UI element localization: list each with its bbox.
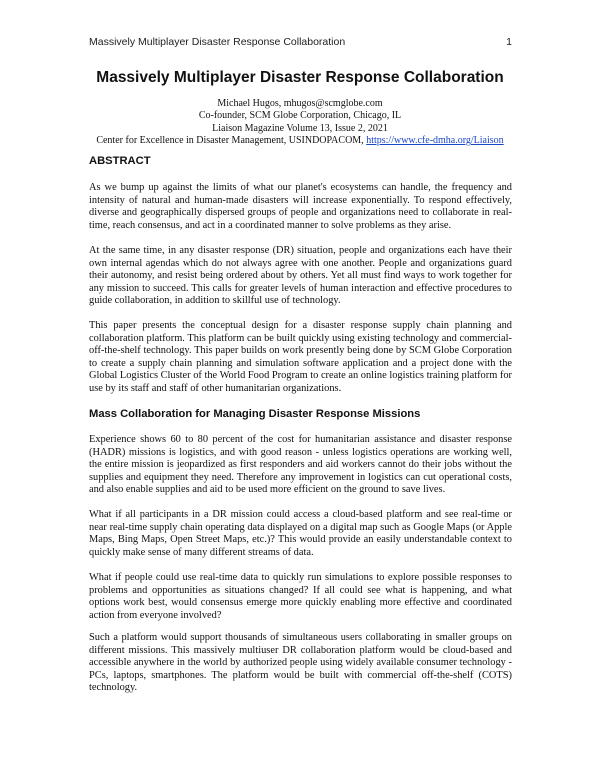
author-line: Michael Hugos, mhugos@scmglobe.com	[217, 98, 383, 109]
body-paragraph-1: Experience shows 60 to 80 percent of the cost for humanitarian assistance and disaster response (HADR) missions is logistics, and with good reason - unless logistics operations are working well, the entire mission is jeopardized as first responders and aid workers cannot do their jobs without the supplies and equipment they need. Therefore any improvement in logistics can cut operational costs, and also enable supplies and aid to be used more efficient on the ground to save lives.	[89, 434, 512, 496]
byline	[60, 98, 540, 148]
abstract-paragraph-1: As we bump up against the limits of what our planet's ecosystems can handle, the frequency and intensity of natural and human-made disasters will increase exponentially. To respond effectively, diverse and geographically dispersed groups of people and organizations need to collaborate in real-time, reach consensus, and act in a coordinated manner to solve problems as they arise.	[89, 182, 512, 231]
publication-line: Liaison Magazine Volume 13, Issue 2, 2021	[212, 122, 388, 134]
abstract-paragraph-2: At the same time, in any disaster response (DR) situation, people and organizations each have their own internal agendas which do not always agree with one another. People and organizations guard their autonomy, and resist being ordered about by others. Yet all must find ways to work together for any mission to succeed. This calls for greater levels of human interaction and effective procedures to guide collaboration, in addition to skillful use of technology.	[89, 245, 512, 307]
center-text: Center for Excellence in Disaster Management, USINDOPACOM,	[96, 135, 367, 147]
liaison-link[interactable]: https://www.cfe-dmha.org/Liaison	[366, 135, 504, 147]
affiliation-line: Co-founder, SCM Globe Corporation, Chicago, IL	[198, 110, 402, 122]
running-header-title: Massively Multiplayer Disaster Response Collaboration	[89, 36, 346, 48]
page-number: 1	[506, 36, 512, 48]
body-paragraph-3: What if people could use real-time data to quickly run simulations to explore possible responses to problems and opportunities as situations changed? If all could see what is happening, and what options work best, would consensus emerge more quickly enabling more effective and coordinated action from everyone involved?	[89, 572, 512, 621]
center-line	[60, 135, 540, 147]
abstract-paragraph-3: This paper presents the conceptual design for a disaster response supply chain planning and collaboration platform. This platform can be built quickly using existing technology and commercial-off-the-shelf technology. This paper builds on work presently being done by SCM Globe Corporation to create a supply chain planning and simulation software application and a project done with the Global Logistics Cluster of the World Food Program to create an online logistics training platform for use by its staff and staff of other humanitarian organizations.	[89, 320, 512, 394]
running-header	[89, 36, 512, 50]
body-paragraph-2: What if all participants in a DR mission could access a cloud-based platform and see real-time or near real-time supply chain operating data displayed on a digital map such as Google Maps (or Apple Maps, Bing Maps, Open Street Maps, etc.)? This would provide an easily understandable context to quickly make sense of many different streams of data.	[89, 509, 512, 558]
paper-title: Massively Multiplayer Disaster Response Collaboration	[96, 69, 504, 86]
abstract-heading: ABSTRACT	[89, 155, 151, 167]
section-heading: Mass Collaboration for Managing Disaster Response Missions	[89, 408, 421, 420]
body-paragraph-4: Such a platform would support thousands of simultaneous users collaborating in smaller groups on different missions. This massively multiuser DR collaboration platform would be cloud-based and accessible anywhere in the world by authorized people using widely available consumer technology - PCs, laptops, smartphones. The platform would be built with commercial off-the-shelf (COTS) technology.	[89, 632, 512, 694]
